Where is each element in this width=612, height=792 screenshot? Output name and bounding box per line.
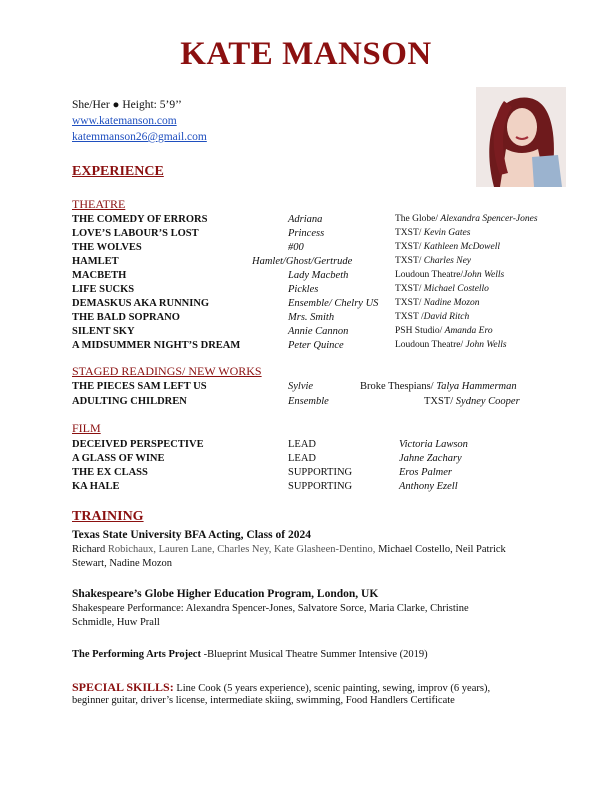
film-title: DECEIVED PERSPECTIVE (72, 439, 204, 450)
venue: Broke Thespians/ Talya Hammerman (360, 381, 517, 392)
film-row (72, 439, 572, 453)
film-title: KA HALE (72, 481, 120, 492)
tpap-line: The Performing Arts Project -Blueprint Musical Theatre Summer Intensive (2019) (72, 649, 428, 660)
show-title: THE COMEDY OF ERRORS (72, 214, 208, 225)
venue: PSH Studio/ Amanda Ero (395, 326, 493, 336)
show-title: LIFE SUCKS (72, 284, 135, 295)
role: Annie Cannon (288, 326, 349, 337)
venue: TXST/ Nadine Mozon (395, 298, 480, 308)
role: Hamlet/Ghost/Gertrude (252, 256, 353, 267)
theatre-row (72, 270, 572, 284)
staged-row (72, 381, 572, 395)
role: Ensemble/ Chelry US (288, 298, 379, 309)
show-title: LOVE’S LABOUR’S LOST (72, 228, 199, 239)
theatre-row (72, 228, 572, 242)
venue: TXST/ Charles Ney (395, 256, 471, 266)
theatre-label: THEATRE (72, 197, 126, 211)
staged-readings-label: STAGED READINGS/ NEW WORKS (72, 364, 262, 378)
txst-instructors-cont: Stewart, Nadine Mozon (72, 558, 173, 569)
director: Jahne Zachary (399, 453, 462, 464)
website-link[interactable]: www.katemanson.com (72, 115, 177, 127)
show-title: THE BALD SOPRANO (72, 312, 180, 323)
venue: The Globe/ Alexandra Spencer-Jones (395, 214, 538, 224)
show-title: HAMLET (72, 256, 119, 267)
venue: TXST/ Michael Costello (395, 284, 489, 294)
skills-line: SPECIAL SKILLS: Line Cook (5 years experience), scenic painting, sewing, improv (6 years), (72, 680, 491, 694)
venue: TXST/ Sydney Cooper (424, 396, 520, 407)
show-title: A MIDSUMMER NIGHT’S DREAM (72, 340, 241, 351)
headshot-photo (476, 87, 566, 187)
role: Adriana (288, 214, 323, 225)
role: #00 (288, 242, 304, 253)
role: Peter Quince (288, 340, 344, 351)
venue: TXST/ Kevin Gates (395, 228, 471, 238)
role: Sylvie (288, 381, 314, 392)
role: SUPPORTING (288, 467, 353, 478)
txst-instructors: Richard Robichaux, Lauren Lane, Charles Ney, Kate Glasheen-Dentino, Michael Costello, Neil Patrick (72, 544, 506, 555)
theatre-row (72, 214, 572, 228)
txst-title: Texas State University BFA Acting, Class of 2024 (72, 529, 311, 541)
director: Victoria Lawson (399, 439, 468, 450)
venue: TXST /David Ritch (395, 312, 470, 322)
role: Pickles (288, 284, 319, 295)
contact-block (72, 97, 207, 145)
experience-heading: EXPERIENCE (72, 164, 164, 179)
role: LEAD (288, 453, 316, 464)
show-title: DEMASKUS AKA RUNNING (72, 298, 210, 309)
email-link[interactable]: katemmanson26@gmail.com (72, 131, 207, 143)
film-label: FILM (72, 421, 101, 435)
theatre-row (72, 312, 572, 326)
show-title: SILENT SKY (72, 326, 135, 337)
role: Mrs. Smith (288, 312, 335, 323)
role: Lady Macbeth (288, 270, 349, 281)
film-row (72, 453, 572, 467)
theatre-row (72, 256, 572, 270)
venue: TXST/ Kathleen McDowell (395, 242, 501, 252)
training-heading: TRAINING (72, 509, 144, 524)
staged-row (72, 396, 572, 410)
film-row (72, 467, 572, 481)
director: Anthony Ezell (399, 481, 458, 492)
film-title: THE EX CLASS (72, 467, 148, 478)
show-title: MACBETH (72, 270, 127, 281)
show-title: THE WOLVES (72, 242, 142, 253)
role: LEAD (288, 439, 316, 450)
globe-line-cont: Schmidle, Huw Prall (72, 617, 160, 628)
resume-name: KATE MANSON (180, 36, 432, 72)
globe-line: Shakespeare Performance: Alexandra Spencer-Jones, Salvatore Sorce, Maria Clarke, Christine (72, 603, 469, 614)
globe-title: Shakespeare’s Globe Higher Education Program, London, UK (72, 588, 379, 600)
theatre-row (72, 340, 572, 354)
show-title: THE PIECES SAM LEFT US (72, 381, 207, 392)
film-title: A GLASS OF WINE (72, 453, 165, 464)
director: Eros Palmer (399, 467, 452, 478)
theatre-row (72, 284, 572, 298)
pronouns-height: She/Her ● Height: 5’9’’ (72, 99, 182, 111)
venue: Loudoun Theatre/John Wells (395, 270, 505, 280)
film-row (72, 481, 572, 495)
role: Princess (288, 228, 325, 239)
theatre-row (72, 242, 572, 256)
theatre-row (72, 298, 572, 312)
show-title: ADULTING CHILDREN (72, 396, 187, 407)
skills-line-cont: beginner guitar, driver’s license, intermediate skiing, swimming, Food Handlers Certificate (72, 695, 455, 706)
role: Ensemble (288, 396, 329, 407)
venue: Loudoun Theatre/ John Wells (395, 340, 507, 350)
role: SUPPORTING (288, 481, 353, 492)
theatre-row (72, 326, 572, 340)
